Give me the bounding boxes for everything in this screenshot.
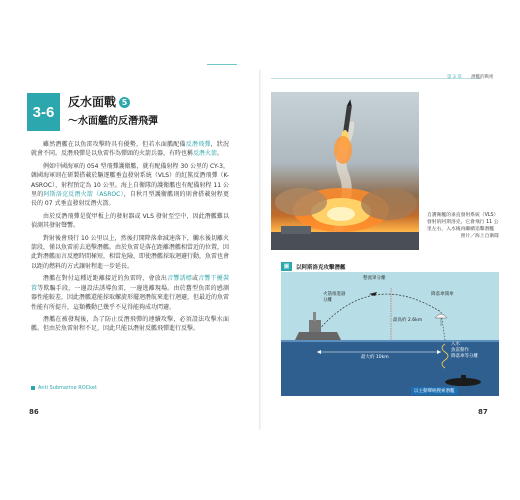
destroyer-icon: [295, 332, 341, 340]
section-title-text: 反水面戰: [68, 95, 117, 109]
parachute-icon: [435, 314, 447, 318]
paragraph-5: 潛艦在對付這種近距離接近的魚雷時，會放出音響誘標或音響干擾裝置等欺騙手段，一邊設法誘導魚雷，一邊逃離現場。由於舊型魚雷的感測器性能較差，因此潛艦還能採取螺旋形擺迴潛航來進行迴避，但最近的魚雷性能有所提升，這類機動已幾乎不見得能夠成功閃避。: [31, 275, 230, 311]
label-active-sonar: 以主動聲納搜索潛艦: [411, 387, 458, 395]
photo-credit: 照片／海上自衛隊: [460, 234, 499, 239]
submarine-icon: [445, 378, 481, 386]
highlight-term: 反潛飛彈: [185, 141, 211, 148]
figure-title: 以阿斯洛克攻擊潛艦: [296, 264, 346, 271]
footnote-text: Anti Submarine ROCket: [38, 385, 97, 391]
section-badge: 5: [119, 97, 130, 108]
diagram-graphics: [281, 272, 499, 396]
asroc-attack-diagram: [281, 272, 499, 396]
highlight-term: 反潛火箭: [193, 150, 218, 158]
label-parachute-open: 降落傘開傘: [431, 292, 454, 297]
highlight-term: 音響干擾裝置: [31, 275, 229, 292]
chapter-title: 潛艦的戰術: [471, 75, 494, 80]
page-number-right: 87: [478, 408, 488, 416]
top-decoration-line: [207, 64, 237, 65]
paragraph-2: 例如中國海軍的 054 型飛彈護衛艦，就有配備射程 30 公里的 CY-3，韓國海軍則在研製搭載於驅逐艦垂直發射系統（VLS）的紅鯊反潛飛彈（K-ASROC），射程預定為 10 公里。海上自衛隊的護衛艦也有配備射程 11 公里的阿斯洛克反潛火箭（ASROC），自秋月型護衛艦則的則會搭載射程更長的 07 式垂直發射反潛火箭。: [31, 162, 229, 208]
figure-heading: [281, 262, 346, 271]
paragraph-4: 對射後會飛行 10 公里以上，然後打開降落傘減速落下，觸水後切離火箭段，僅以魚雷前去追擊潛艦。由於魚雷是落在距離潛艦相當近的位置，因此對潛艦而言反應時間極短，相當危險，即使潛艦採取迴避行動，魚雷也會以距的燃料的方式讓射程進一步延長。: [31, 234, 230, 270]
figure-label: 圖: [281, 262, 292, 271]
right-page: [261, 0, 520, 500]
missile-launch-illustration: [271, 92, 419, 250]
label-rocket-sep: 火箭推進器 分離: [323, 292, 346, 303]
paragraph-6: 潛艦在被發現後，為了防止反潛飛彈的連續攻擊，必須設法攻擊水面艦。但由於魚雷射程不足，因此只能以潛射反艦飛彈進行反擊。: [31, 315, 229, 333]
label-max-range: 最大約 10km: [361, 355, 389, 360]
chapter-tag: 第 3 章: [447, 75, 462, 80]
highlight-term: 音響誘標: [167, 275, 192, 283]
footnote-marker: [31, 386, 35, 390]
label-water-entry: 入水 魚雷動作 降落傘等分離: [451, 342, 478, 359]
photo-caption: 自護衛艦的垂直發射系統（VLS）發射的阿斯洛克，它會飛行 11 公里左右，入水後再繼續追擊潛艦 照片／海上自衛隊: [427, 213, 499, 239]
label-max-height: 最高約 2.6km: [393, 318, 423, 323]
section-number: 3-6: [27, 93, 60, 131]
missile-launch-photo: [271, 92, 419, 250]
page-number-left: 86: [29, 408, 39, 416]
body-text: [31, 140, 229, 337]
paragraph-3: 由於反潛飛彈是從甲板上的發射器或 VLS 發射至空中，因此潛艦難以偵測其發射聲響。: [31, 212, 229, 230]
section-title: [68, 93, 130, 110]
paragraph-1: 雖然潛艦在以魚雷攻擊時具有優勢，但若水面艦配備反潛飛彈，狀況就會不同。反潛飛彈是以魚雷作為彈頭的火箭兵器，有時也稱反潛火箭。: [31, 141, 229, 158]
label-fairing-sep: 整流罩分離: [363, 276, 386, 281]
section-subtitle: ～水面艦的反潛飛彈: [68, 116, 158, 127]
footnote: [31, 385, 97, 391]
highlight-term: 阿斯洛克反潛火箭（ASROC）: [43, 191, 124, 199]
